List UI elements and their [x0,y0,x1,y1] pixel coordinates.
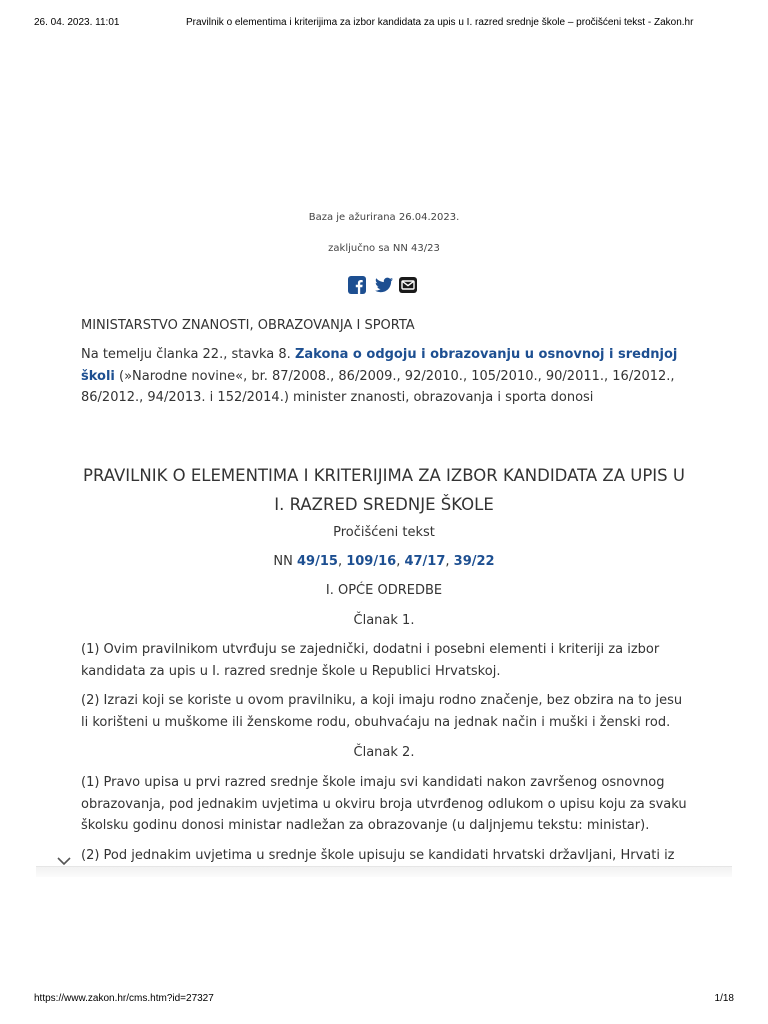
law-link[interactable]: Zakona o odgoju i obrazovanju u osnovnoj i srednjoj školi [81,347,678,384]
article-paragraph: (1) Pravo upisa u prvi razred srednje škole imaju svi kandidati nakon završenog osnovnog obrazovanja, pod jednakim uvjetima u okviru broja utvrđenog odlukom o upisu koju za svaku školsku godinu donosi ministar nadležan za obrazovanje (u daljnjemu tekstu: ministar). [81,775,687,833]
nn-link[interactable]: 109/16 [346,554,397,569]
email-icon[interactable] [399,276,417,294]
twitter-icon[interactable] [375,276,393,294]
print-page-title: Pravilnik o elementima i kriterijima za izbor kandidata za upis u I. razred srednje škole – pročišćeni tekst - Zakon.hr [186,17,694,28]
article-paragraph: (2) Pod jednakim uvjetima u srednje škole upisuju se kandidati hrvatski državljani, Hrvati iz [81,848,675,863]
article-paragraph: (1) Ovim pravilnikom utvrđuju se zajednički, dodatni i posebni elementi i kriteriji za izbor kandidata za upis u I. razred srednje škole u Republici Hrvatskoj. [81,642,660,679]
nn-prefix: NN [273,554,293,569]
preamble-text-start: Na temelju članka 22., stavka 8. [81,347,295,362]
article-paragraph: (2) Izrazi koji se koriste u ovom pravilniku, a koji imaju rodno značenje, bez obzira na to jesu li korišteni u muškome ili ženskome rodu, obuhvaćaju na jednak način i muški i ženski rod. [81,693,683,730]
nn-link[interactable]: 49/15 [297,554,338,569]
print-page-number: 1/18 [714,993,734,1004]
preamble [81,344,687,409]
print-url: https://www.zakon.hr/cms.htm?id=27327 [34,993,214,1004]
nn-link[interactable]: 39/22 [453,554,495,569]
print-datetime: 26. 04. 2023. 11:01 [34,17,120,28]
article-heading: Članak 1. [353,613,415,628]
section-heading: I. OPĆE ODREDBE [325,583,443,598]
nn-references: NN 49/15, 109/16, 47/17, 39/22 [273,554,495,569]
database-final-text: zaključno sa NN 43/23 [328,243,440,254]
chevron-down-icon[interactable] [57,856,71,866]
facebook-icon[interactable] [348,276,366,294]
ministry-name: MINISTARSTVO ZNANOSTI, OBRAZOVANJA I SPORTA [81,318,415,333]
share-bar [348,276,420,296]
nn-link[interactable]: 47/17 [404,554,446,569]
content-fade-divider [36,866,732,877]
preamble-text-end: (»Narodne novine«, br. 87/2008., 86/2009., 92/2010., 105/2010., 90/2011., 16/2012., 86/2012., 94/2013. i 152/2014.) minister znanosti, obrazovanja i sporta donosi [81,368,675,405]
database-updated-text: Baza je ažurirana 26.04.2023. [308,212,460,223]
document-title: PRAVILNIK O ELEMENTIMA I KRITERIJIMA ZA IZBOR KANDIDATA ZA UPIS U I. RAZRED SREDNJE ŠKOLE [83,466,685,514]
article-heading: Članak 2. [353,745,415,760]
document-subtitle: Pročišćeni tekst [333,525,435,540]
